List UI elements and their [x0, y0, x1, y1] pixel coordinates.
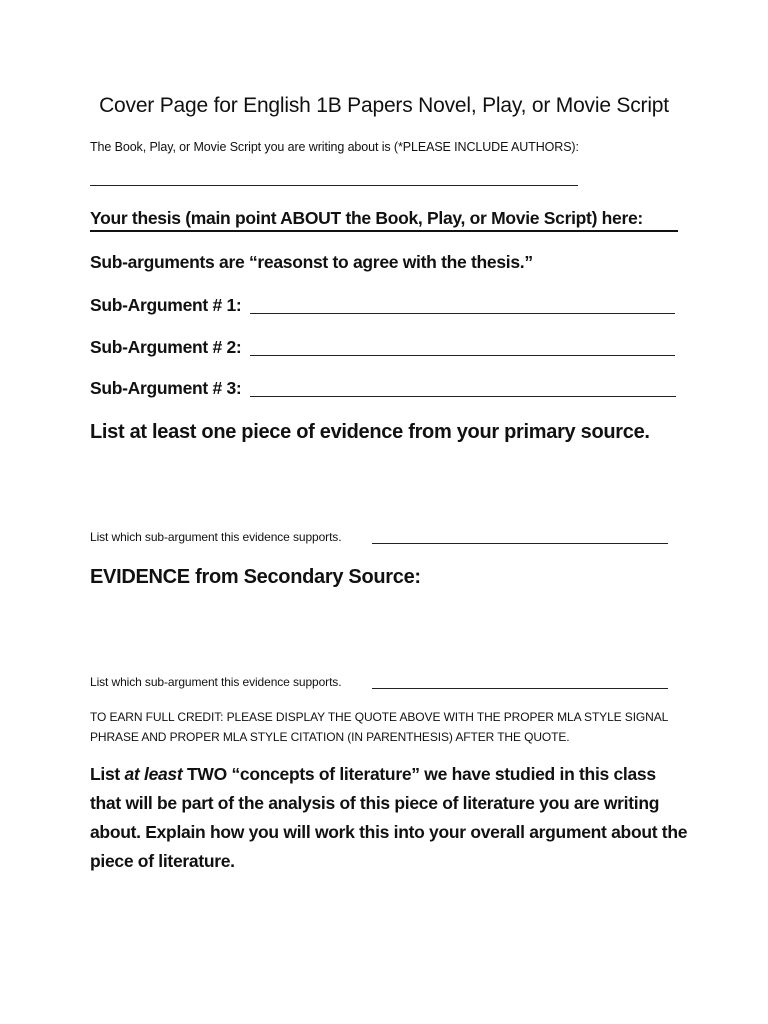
concepts-post: TWO “concepts of literature” we have studied in this class that will be part of the analysis of this piece of literature you are writing about. Explain how you will work this into your overall argument about the piece of literature.	[90, 764, 688, 871]
thesis-label: Your thesis (main point ABOUT the Book, Play, or Movie Script) here:	[90, 208, 643, 228]
book-prompt: The Book, Play, or Movie Script you are writing about is (*PLEASE INCLUDE AUTHORS):	[90, 140, 579, 154]
secondary-source-heading: EVIDENCE from Secondary Source:	[90, 566, 421, 588]
sub-argument-2-label: Sub-Argument # 2:	[90, 337, 242, 357]
concepts-of-literature-prompt	[90, 760, 690, 876]
concepts-emphasis: at least	[124, 764, 183, 784]
sub-argument-1-line[interactable]	[250, 313, 675, 314]
supports-label-primary: List which sub-argument this evidence supports.	[90, 530, 342, 544]
sub-arguments-intro: Sub-arguments are “reasonst to agree with the thesis.”	[90, 252, 533, 272]
supports-line-primary[interactable]	[372, 543, 668, 544]
thesis-answer-line[interactable]	[90, 230, 678, 232]
concepts-pre: List	[90, 764, 125, 784]
supports-line-secondary[interactable]	[372, 688, 668, 689]
sub-argument-1-label: Sub-Argument # 1:	[90, 295, 242, 315]
sub-argument-3-label: Sub-Argument # 3:	[90, 378, 242, 398]
book-answer-line[interactable]	[90, 185, 578, 186]
sub-argument-3-line[interactable]	[250, 396, 676, 397]
primary-evidence-heading: List at least one piece of evidence from your primary source.	[90, 421, 650, 443]
full-credit-note: TO EARN FULL CREDIT: PLEASE DISPLAY THE QUOTE ABOVE WITH THE PROPER MLA STYLE SIGNAL PHRASE AND PROPER MLA STYLE CITATION (IN PARENTHESIS) AFTER THE QUOTE.	[90, 710, 668, 744]
sub-argument-2-line[interactable]	[250, 355, 675, 356]
supports-label-secondary: List which sub-argument this evidence supports.	[90, 675, 342, 689]
page-title: Cover Page for English 1B Papers Novel, Play, or Movie Script	[99, 94, 669, 117]
